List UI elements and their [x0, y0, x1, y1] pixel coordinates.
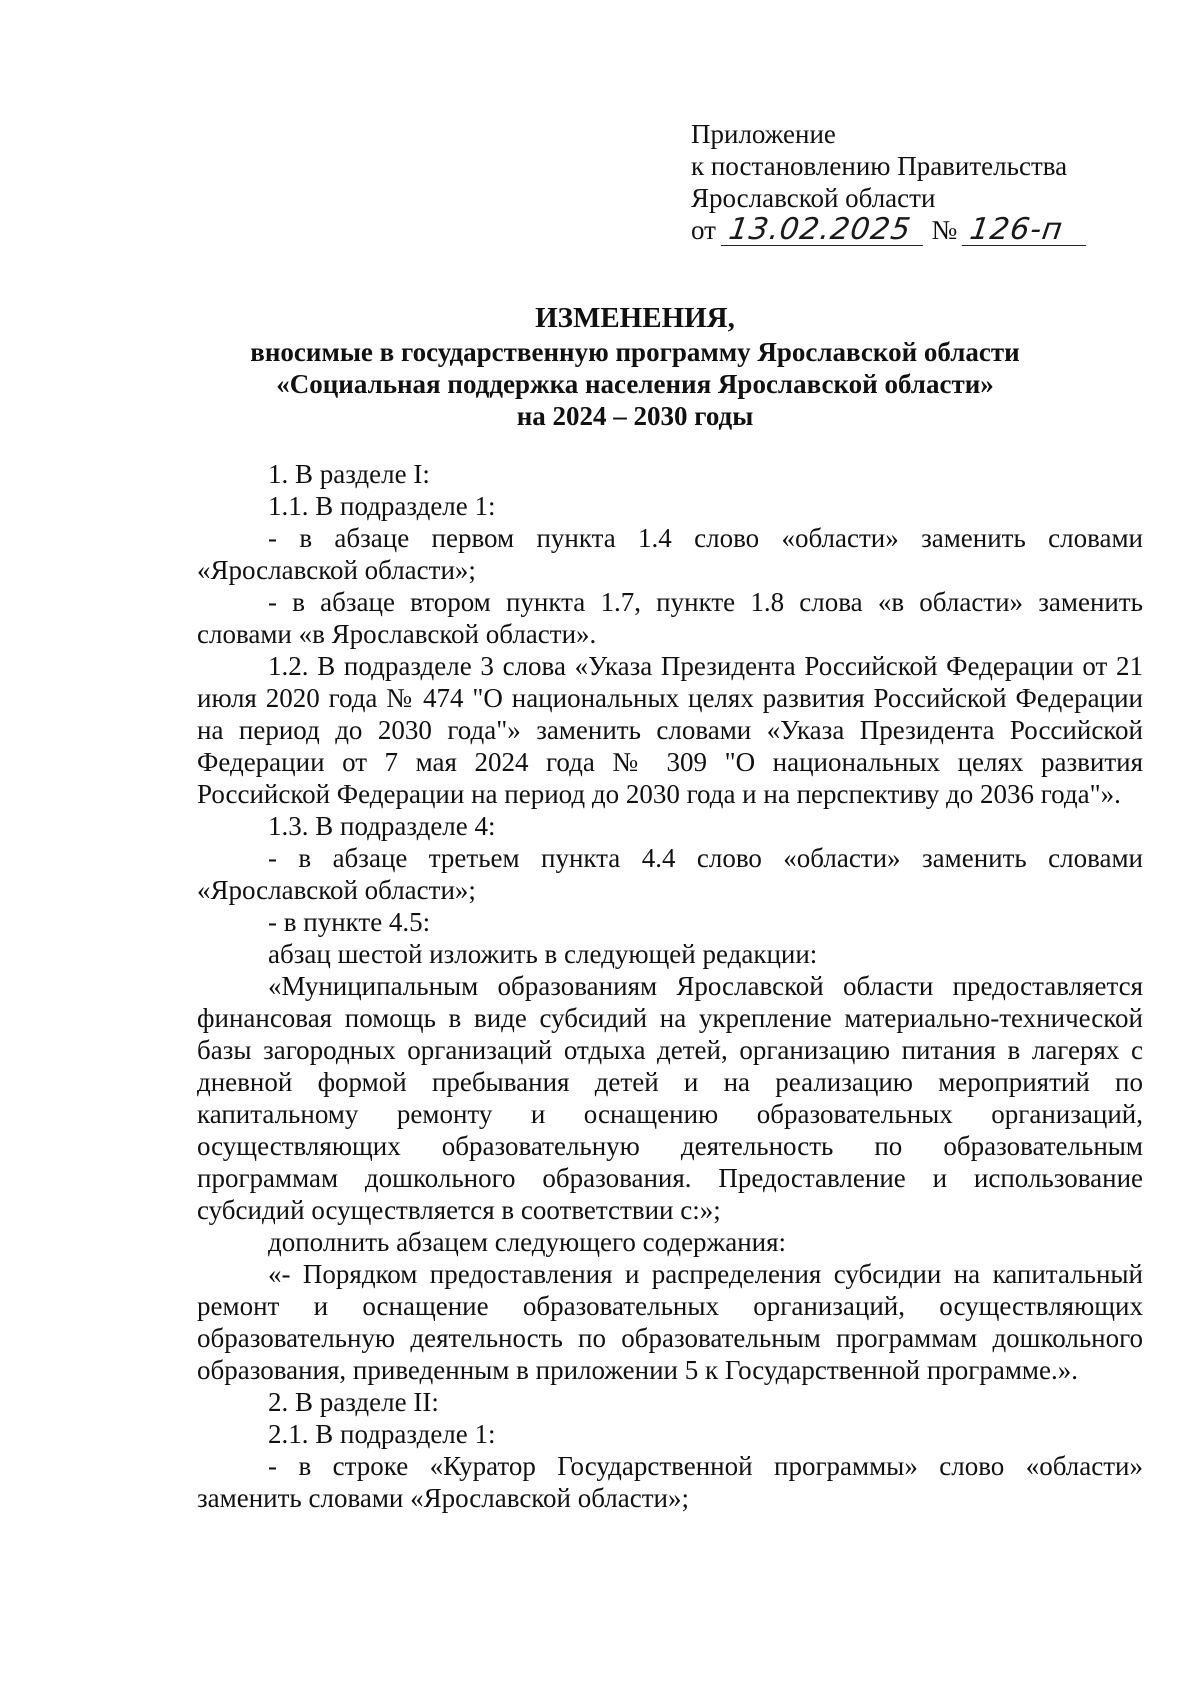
appendix-region: Ярославской области: [691, 183, 936, 213]
paragraph: - в абзаце втором пункта 1.7, пункте 1.8 слова «в области» заменить словами «в Ярославской области».: [197, 587, 1143, 649]
paragraph: 1.3. В подразделе 4:: [268, 811, 496, 841]
handwritten-number: 126-п: [962, 215, 1090, 246]
appendix-header: [691, 118, 1088, 246]
appendix-label: Приложение: [691, 119, 836, 149]
paragraph: 2. В разделе II:: [268, 1387, 439, 1417]
paragraph: - в абзаце третьем пункта 4.4 слово «области» заменить словами «Ярославской области»;: [197, 843, 1143, 905]
paragraph: - в пункте 4.5:: [268, 907, 431, 937]
document-title: [195, 300, 1075, 432]
document-body: [197, 458, 1143, 1514]
paragraph: - в абзаце первом пункта 1.4 слово «области» заменить словами «Ярославской области»;: [197, 523, 1143, 585]
paragraph: 2.1. В подразделе 1:: [268, 1419, 496, 1449]
paragraph: «Муниципальным образованиям Ярославской области предоставляется финансовая помощь в виде субсидий на укрепление материально-технической базы загородных организаций отдыха детей, организацию питания в лагерях с дневной формой пребывания детей и на реализацию мероприятий по капитальному ремонту и оснащению образовательных организаций, осуществляющих образовательную деятельность по образовательным программам дошкольного образования. Предоставление и использование субсидий осуществляется в соответствии с:»;: [197, 971, 1143, 1225]
number-prefix: №: [931, 215, 958, 245]
title-line-4: на 2024 – 2030 годы: [516, 401, 754, 431]
paragraph: 1. В разделе I:: [268, 459, 430, 489]
appendix-date-line: [691, 214, 1088, 246]
handwritten-date: 13.02.2025: [721, 215, 927, 246]
title-heading: ИЗМЕНЕНИЯ,: [535, 302, 735, 334]
appendix-resolution: к постановлению Правительства: [691, 151, 1068, 181]
paragraph: 1.2. В подразделе 3 слова «Указа Президента Российской Федерации от 21 июля 2020 года № 474 "О национальных целях развития Российской Федерации на период до 2030 года"» заменить словами «Указа Президента Российской Федерации от 7 мая 2024 года № 309 "О национальных целях развития Российской Федерации на период до 2030 года и на перспективу до 2036 года"».: [197, 651, 1143, 809]
paragraph: - в строке «Куратор Государственной программы» слово «области» заменить словами «Ярославской области»;: [197, 1451, 1143, 1513]
title-line-2: вносимые в государственную программу Ярославской области: [250, 337, 1020, 367]
paragraph: абзац шестой изложить в следующей редакции:: [268, 939, 818, 969]
paragraph: 1.1. В подразделе 1:: [268, 491, 496, 521]
paragraph: «- Порядком предоставления и распределения субсидии на капитальный ремонт и оснащение образовательных организаций, осуществляющих образовательную деятельность по образовательным программам дошкольного образования, приведенным в приложении 5 к Государственной программе.».: [197, 1259, 1143, 1385]
date-prefix: от: [691, 215, 716, 245]
title-line-3: «Социальная поддержка населения Ярославской области»: [276, 369, 994, 399]
paragraph: дополнить абзацем следующего содержания:: [268, 1227, 787, 1257]
